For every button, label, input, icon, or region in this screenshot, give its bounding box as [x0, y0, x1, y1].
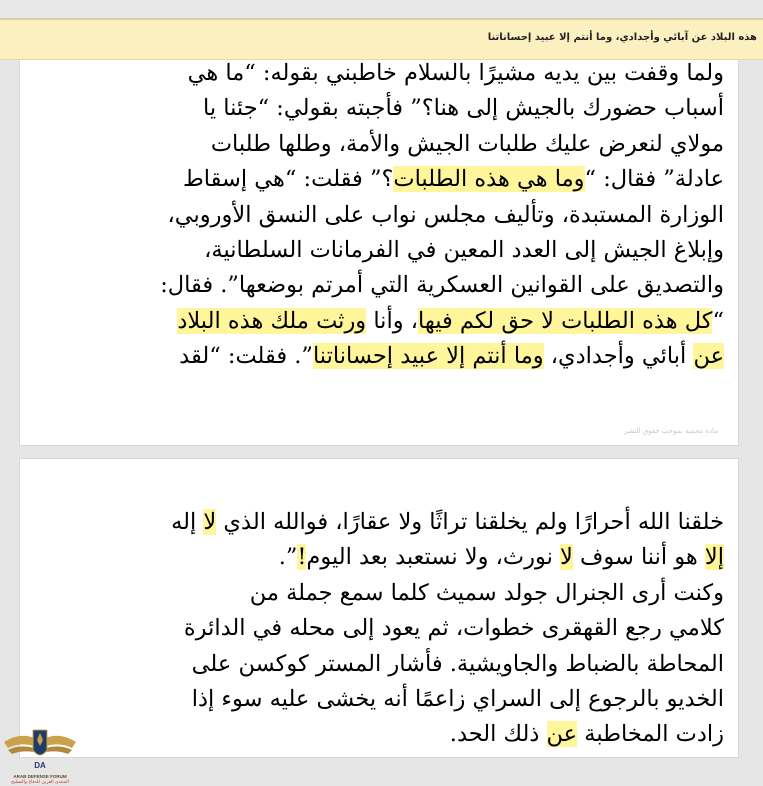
logo-letters: DA	[34, 761, 46, 770]
text-line	[38, 233, 724, 268]
text-segment: والتصديق على القوانين العسكرية التي أمرتم بوضعها”. فقال:	[160, 272, 724, 299]
text-segment: “	[712, 307, 724, 334]
forum-logo-icon	[0, 724, 80, 774]
text-segment: الخديو بالرجوع إلى السراي زاعمًا أنه يخشى عليه سوء إذا	[191, 685, 724, 712]
highlighted-text: وما هي هذه الطلبات	[393, 166, 585, 193]
highlighted-text: وما أنتم إلا عبيد إحساناتنا	[312, 343, 544, 370]
text-segment: زادت المخاطبة	[577, 721, 724, 748]
text-segment: وإبلاغ الجيش إلى العدد المعين في الفرمانات السلطانية،	[204, 236, 724, 263]
highlighted-text: كل هذه الطلبات لا حق لكم فيها	[417, 307, 713, 334]
text-segment: ولما وقفت بين يديه مشيرًا بالسلام خاطبني بقوله: “ما هي	[187, 60, 724, 86]
text-segment: ”.	[278, 544, 298, 571]
banner-text: هذه البلاد عن آبائي وأجدادي، وما أنتم إلا عبيد إحساناتنا	[487, 32, 757, 43]
text-line	[38, 91, 724, 126]
text-line	[38, 682, 724, 717]
text-segment: ذلك الحد.	[449, 721, 547, 748]
highlighted-text: عن	[546, 721, 578, 748]
highlighted-text: !	[297, 544, 307, 571]
text-line	[38, 505, 724, 540]
text-segment: ؟” فقلت: “هي إسقاط	[182, 166, 394, 193]
text-segment: أسباب حضورك بالجيش إلى هنا؟” فأجبته بقولي: “جئنا يا	[203, 95, 724, 122]
page-2-text	[38, 505, 724, 753]
text-line	[38, 647, 724, 682]
text-segment: عادلة” فقال: “	[584, 166, 724, 193]
text-line	[38, 611, 724, 646]
book-page-2	[19, 458, 739, 758]
text-segment: ، وأنا	[366, 307, 418, 334]
highlighted-text: لا	[560, 544, 573, 571]
highlighted-text: لا	[203, 509, 217, 535]
text-segment: هو أننا سوف	[572, 544, 705, 571]
text-segment: كلامي رجع القهقرى خطوات، ثم يعود إلى محله في الدائرة	[183, 615, 724, 642]
copyright-watermark: مادة محمية بموجب حقوق النشر	[624, 427, 718, 435]
text-line	[38, 268, 724, 303]
text-segment: أبائي وأجدادي،	[543, 343, 694, 370]
highlighted-text: عن	[693, 343, 724, 370]
text-segment: نورث، ولا نستعبد بعد اليوم	[306, 544, 560, 571]
text-line	[38, 127, 724, 162]
text-segment: إله	[171, 509, 204, 535]
text-line	[38, 576, 724, 611]
text-segment: وكنت أرى الجنرال جولد سميث كلما سمع جملة من	[249, 579, 724, 606]
top-strip	[0, 0, 763, 18]
search-banner	[0, 18, 763, 60]
logo-subtitle: المنتدى العربي للدفاع والتسليح	[11, 780, 69, 785]
text-segment: الوزارة المستبدة، وتأليف مجلس نواب على النسق الأوروبي،	[167, 201, 724, 228]
book-page-1	[19, 60, 739, 446]
text-segment: مولاي لنعرض عليك طلبات الجيش والأمة، وطلها طلبات	[210, 130, 724, 157]
text-line	[38, 304, 724, 339]
highlighted-text: إلا	[704, 544, 724, 571]
text-line	[38, 198, 724, 233]
page-1-text	[38, 56, 724, 375]
text-line	[38, 56, 724, 91]
text-segment: المحاطة بالضباط والجاويشية. فأشار المستر كوكسن على	[191, 650, 724, 677]
forum-logo	[0, 724, 80, 786]
text-segment: ”. فقلت: “لقد	[179, 343, 313, 370]
text-line	[38, 540, 724, 575]
text-line	[38, 717, 724, 752]
text-line	[38, 162, 724, 197]
text-line	[38, 339, 724, 374]
text-segment: خلقنا الله أحرارًا ولم يخلقنا تراثًا ولا عقارًا، فوالله الذي	[216, 509, 724, 535]
logo-title: ARAB DEFENSE FORUM	[13, 774, 67, 779]
highlighted-text: ورثت ملك هذه البلاد	[177, 307, 367, 334]
